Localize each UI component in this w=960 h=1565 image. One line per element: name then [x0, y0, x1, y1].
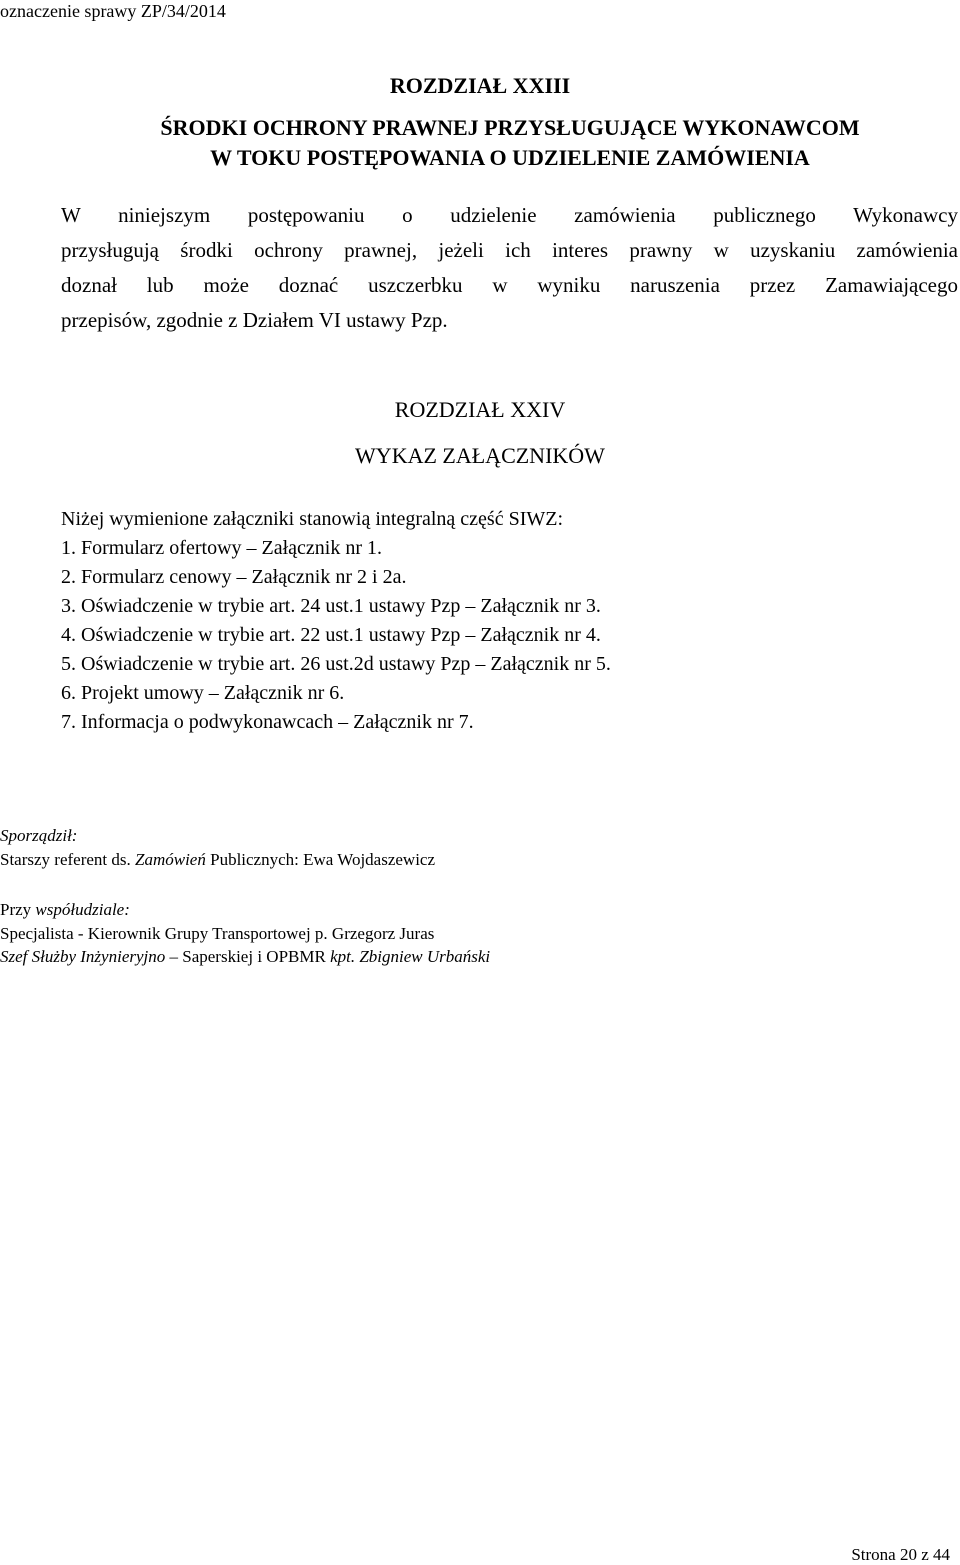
coop-line-2-role: Szef Służby Inżynieryjno: [0, 947, 166, 966]
list-item: 4. Oświadczenie w trybie art. 22 ust.1 ustawy Pzp – Załącznik nr 4.: [61, 624, 601, 646]
chapter-24-subtitle: WYKAZ ZAŁĄCZNIKÓW: [355, 443, 605, 468]
coop-line-2-name: kpt. Zbigniew Urbański: [330, 947, 491, 966]
coop-label-italic: współudziale:: [35, 900, 130, 919]
prepared-by-block: [0, 824, 435, 871]
list-item: 5. Oświadczenie w trybie art. 26 ust.2d ustawy Pzp – Załącznik nr 5.: [61, 653, 611, 675]
list-item: 2. Formularz cenowy – Załącznik nr 2 i 2a.: [61, 566, 407, 588]
chapter-23-subtitle-2: W TOKU POSTĘPOWANIA O UDZIELENIE ZAMÓWIENIA: [210, 145, 810, 170]
paragraph-line: doznał lub może doznać uszczerbku w wyniku naruszenia przez Zamawiającego: [61, 273, 958, 297]
list-item: 7. Informacja o podwykonawcach – Załącznik nr 7.: [61, 711, 474, 733]
chapter-23-title: ROZDZIAŁ XXIII: [389, 73, 571, 98]
attachments-list: [61, 505, 611, 737]
paragraph-line: przepisów, zgodnie z Działem VI ustawy Pzp.: [61, 308, 448, 332]
prepared-text: Starszy referent ds.: [0, 849, 136, 869]
page-number: Strona 20 z 44: [851, 1545, 950, 1564]
prepared-label: Sporządził:: [0, 826, 78, 845]
chapter-23-subtitle-1: ŚRODKI OCHRONY PRAWNEJ PRZYSŁUGUJĄCE WYKONAWCOM: [160, 115, 860, 140]
paragraph-line: przysługują środki ochrony prawnej, jeżeli ich interes prawny w uzyskaniu zamówienia: [61, 238, 958, 262]
chapter-23-paragraph: [61, 198, 958, 338]
paragraph-line: W niniejszym postępowaniu o udzielenie zamówienia publicznego Wykonawcy: [61, 203, 958, 227]
list-item: 3. Oświadczenie w trybie art. 24 ust.1 ustawy Pzp – Załącznik nr 3.: [61, 595, 601, 617]
case-number-header: oznaczenie sprawy ZP/34/2014: [0, 1, 226, 21]
coop-line-2-unit: – Saperskiej i OPBMR: [165, 947, 331, 966]
prepared-text-italic: Zamówień: [135, 849, 206, 869]
list-item: 6. Projekt umowy – Załącznik nr 6.: [61, 682, 345, 704]
cooperation-block: [0, 898, 490, 969]
coop-label: Przy: [0, 900, 36, 919]
coop-line-1: Specjalista - Kierownik Grupy Transportowej p. Grzegorz Juras: [0, 923, 435, 943]
attachments-intro: Niżej wymienione załączniki stanowią integralną część SIWZ:: [61, 508, 564, 530]
list-item: 1. Formularz ofertowy – Załącznik nr 1.: [61, 537, 383, 559]
chapter-24-title: ROZDZIAŁ XXIV: [394, 397, 566, 422]
prepared-name: Publicznych: Ewa Wojdaszewicz: [205, 849, 436, 869]
